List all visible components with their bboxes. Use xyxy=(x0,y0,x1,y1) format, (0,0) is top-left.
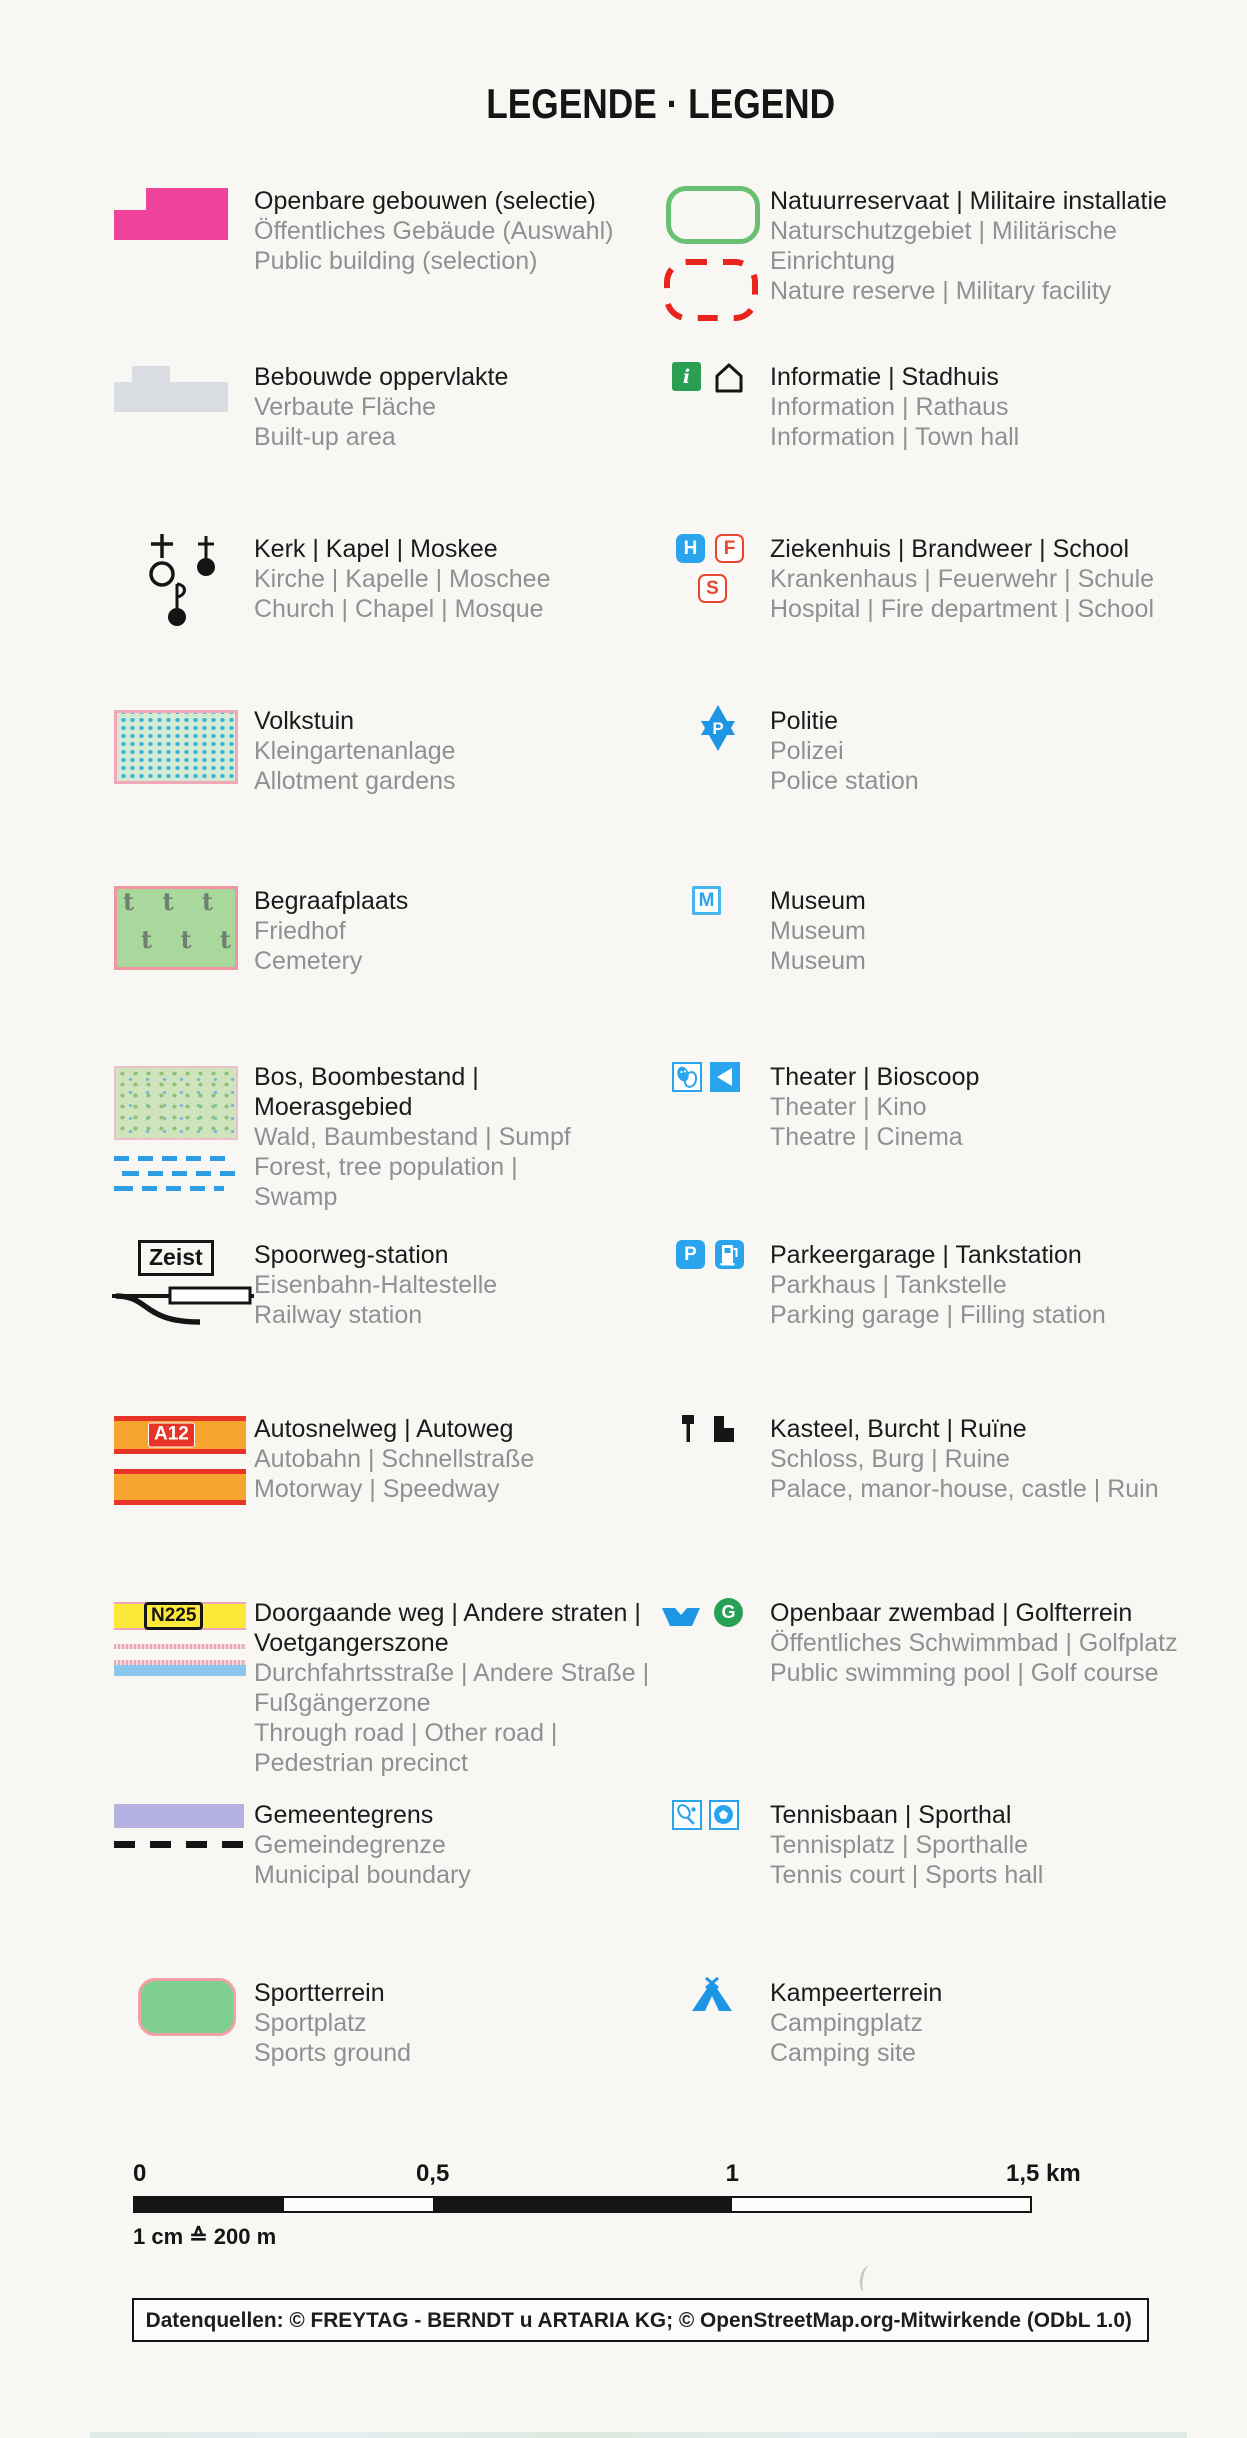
legend-item-municipal-boundary xyxy=(112,1800,657,1890)
sports-ground-icon xyxy=(112,1978,254,2036)
speedway-band-icon xyxy=(114,1469,246,1505)
label-de: Öffentliches Gebäude (Auswahl) xyxy=(254,217,614,245)
school-icon: S xyxy=(698,574,727,603)
legend-item-police xyxy=(660,706,1195,796)
scan-smudge xyxy=(858,2265,875,2293)
label-nl: Sportterrein xyxy=(254,1979,385,2007)
castle-flag-icon xyxy=(678,1414,698,1444)
cemetery-cross-marks: t t t xyxy=(123,887,213,916)
label-de: Schloss, Burg | Ruine xyxy=(770,1445,1010,1473)
cemetery-swatch xyxy=(114,886,238,970)
municipal-boundary-icon xyxy=(112,1800,254,1848)
theatre-cinema-icons xyxy=(660,1062,770,1092)
label-nl: Volkstuin xyxy=(254,707,355,735)
hospital-fire-school-icons xyxy=(660,534,770,603)
label-nl: Openbare gebouwen (selectie) xyxy=(254,187,596,215)
label-en: Theatre | Cinema xyxy=(770,1123,963,1151)
label-en: Motorway | Speedway xyxy=(254,1475,500,1503)
label-en: Cemetery xyxy=(254,947,363,975)
tennis-sportshall-icons xyxy=(660,1800,770,1830)
scale-segment xyxy=(433,2198,731,2211)
legend-item-hospital-fire-school xyxy=(660,534,1195,624)
forest-swamp-icons xyxy=(112,1062,254,1191)
roads-icons xyxy=(112,1598,254,1676)
label-de: Theater | Kino xyxy=(770,1093,927,1121)
legend-item-worship xyxy=(112,534,657,630)
label-de: Naturschutzgebiet | Militärische Einrichtung xyxy=(770,217,1117,275)
road-ref-badge: N225 xyxy=(144,1602,203,1630)
legend-item-public-building xyxy=(112,186,657,276)
label-nl: Theater | Bioscoop xyxy=(770,1063,980,1091)
cinema-icon xyxy=(710,1062,740,1092)
label-en: Forest, tree population | Swamp xyxy=(254,1153,518,1211)
label-de: Durchfahrtsstraße | Andere Straße | Fußgängerzone xyxy=(254,1659,650,1717)
town-hall-icon xyxy=(711,362,747,394)
scale-tick-05: 0,5 xyxy=(415,2160,450,2187)
railway-station-icon xyxy=(112,1240,254,1334)
cemetery-icon xyxy=(112,886,254,970)
scale-segment xyxy=(284,2198,433,2211)
parking-fuel-icons xyxy=(660,1240,770,1269)
label-en: Tennis court | Sports hall xyxy=(770,1861,1044,1889)
fuel-station-icon xyxy=(715,1240,744,1269)
swamp-dashes-icon xyxy=(114,1156,230,1161)
scale-tick-1: 1 xyxy=(725,2160,739,2187)
police-star-icon xyxy=(696,704,740,752)
map-edge-strip xyxy=(90,2432,1187,2438)
label-de: Gemeindegrenze xyxy=(254,1831,446,1859)
label-en: Municipal boundary xyxy=(254,1861,471,1889)
through-road-band-icon xyxy=(114,1602,246,1630)
sports-ground-swatch xyxy=(138,1978,236,2036)
label-en: Public building (selection) xyxy=(254,247,538,275)
swamp-dashes-icon xyxy=(114,1186,224,1191)
label-nl: Kerk | Kapel | Moskee xyxy=(254,535,498,563)
page-title xyxy=(0,80,1247,128)
fire-department-icon: F xyxy=(715,534,744,563)
label-de: Kleingartenanlage xyxy=(254,737,456,765)
legend-item-museum xyxy=(660,886,1195,976)
label-nl: Kasteel, Burcht | Ruïne xyxy=(770,1415,1027,1443)
scale-segment xyxy=(135,2198,284,2211)
nature-military-icons xyxy=(660,186,770,326)
label-nl: Doorgaande weg | Andere straten | Voetgangerszone xyxy=(254,1599,641,1657)
allotment-gardens-icon xyxy=(112,706,254,784)
scale-tick-labels xyxy=(133,2160,1081,2190)
page-title-text: LEGENDE · LEGEND xyxy=(486,80,835,127)
built-up-shape-icon xyxy=(114,366,230,416)
ruin-icon xyxy=(712,1414,736,1444)
scale-tick-15km: 1,5 km xyxy=(1006,2160,1081,2187)
nature-reserve-outline-icon xyxy=(666,186,760,244)
railway-track-icon xyxy=(112,1284,254,1334)
label-de: Friedhof xyxy=(254,917,346,945)
label-de: Autobahn | Schnellstraße xyxy=(254,1445,535,1473)
museum-icons xyxy=(660,886,770,915)
svg-text:P: P xyxy=(712,719,724,738)
swamp-dashes-icon xyxy=(114,1171,236,1176)
legend-item-castle-ruin xyxy=(660,1414,1195,1504)
label-de: Parkhaus | Tankstelle xyxy=(770,1271,1007,1299)
boundary-band-icon xyxy=(114,1804,244,1828)
legend-item-sports-ground xyxy=(112,1978,657,2068)
scale-tick-0: 0 xyxy=(133,2160,147,2187)
label-nl: Gemeentegrens xyxy=(254,1801,434,1829)
scale-bar xyxy=(133,2160,1081,2250)
museum-icon: M xyxy=(692,886,721,915)
label-nl: Bos, Boombestand | Moerasgebied xyxy=(254,1063,479,1121)
information-townhall-icons xyxy=(660,362,770,394)
worship-icons xyxy=(112,534,254,630)
label-nl: Natuurreservaat | Militaire installatie xyxy=(770,187,1167,215)
legend-item-pool-golf xyxy=(660,1598,1195,1688)
data-sources-box xyxy=(132,2298,1149,2342)
label-de: Tennisplatz | Sporthalle xyxy=(770,1831,1029,1859)
label-en: Church | Chapel | Mosque xyxy=(254,595,544,623)
legend-item-theatre-cinema xyxy=(660,1062,1195,1152)
legend-item-forest-swamp xyxy=(112,1062,657,1212)
sports-hall-icon xyxy=(709,1800,739,1830)
theater-masks-icon xyxy=(672,1062,702,1092)
label-en: Museum xyxy=(770,947,866,975)
pool-golf-icons xyxy=(660,1598,770,1630)
label-en: Information | Town hall xyxy=(770,423,1020,451)
label-de: Museum xyxy=(770,917,866,945)
public-building-shape-icon xyxy=(114,188,230,240)
swimming-pool-icon xyxy=(660,1604,702,1630)
label-nl: Openbaar zwembad | Golfterrein xyxy=(770,1599,1133,1627)
label-en: Hospital | Fire department | School xyxy=(770,595,1154,623)
other-road-line-icon xyxy=(114,1644,246,1649)
castle-ruin-icons xyxy=(660,1414,770,1444)
label-en: Camping site xyxy=(770,2039,916,2067)
information-icon: i xyxy=(672,362,701,391)
legend-item-information-townhall xyxy=(660,362,1195,452)
legend-item-allotment-gardens xyxy=(112,706,657,796)
scale-bar-segments xyxy=(133,2196,1032,2213)
motorway-icon xyxy=(112,1414,254,1505)
allotment-pattern-swatch xyxy=(114,710,238,784)
legend-item-nature-reserve xyxy=(660,186,1195,326)
legend-item-built-up-area xyxy=(112,362,657,452)
legend-item-railway-station xyxy=(112,1240,657,1334)
mosque-icon xyxy=(164,582,192,628)
tennis-court-icon xyxy=(672,1800,702,1830)
public-building-icon xyxy=(112,186,254,240)
scale-ratio-note: 1 cm ≙ 200 m xyxy=(133,2224,277,2249)
label-en: Allotment gardens xyxy=(254,767,456,795)
legend-item-tennis-sportshall xyxy=(660,1800,1195,1890)
label-de: Polizei xyxy=(770,737,844,765)
boundary-dash-icon xyxy=(114,1841,246,1848)
label-de: Öffentliches Schwimmbad | Golfplatz xyxy=(770,1629,1178,1657)
label-nl: Politie xyxy=(770,707,839,735)
label-nl: Museum xyxy=(770,887,866,915)
camping-icons xyxy=(660,1978,770,2014)
chapel-icon xyxy=(194,536,218,586)
label-nl: Begraafplaats xyxy=(254,887,409,915)
legend-item-camping xyxy=(660,1978,1195,2068)
label-en: Palace, manor-house, castle | Ruin xyxy=(770,1475,1159,1503)
label-en: Public swimming pool | Golf course xyxy=(770,1659,1159,1687)
legend-item-roads xyxy=(112,1598,657,1778)
legend-item-motorway xyxy=(112,1414,657,1505)
label-de: Wald, Baumbestand | Sumpf xyxy=(254,1123,571,1151)
label-en: Nature reserve | Military facility xyxy=(770,277,1112,305)
parking-garage-icon: P xyxy=(676,1240,705,1269)
label-nl: Tennisbaan | Sporthal xyxy=(770,1801,1012,1829)
label-nl: Spoorweg-station xyxy=(254,1241,449,1269)
pedestrian-zone-band-icon xyxy=(114,1665,246,1676)
label-nl: Parkeergarage | Tankstation xyxy=(770,1241,1082,1269)
built-up-area-icon xyxy=(112,362,254,416)
label-nl: Informatie | Stadhuis xyxy=(770,363,999,391)
scale-segment xyxy=(732,2198,1030,2211)
label-de: Verbaute Fläche xyxy=(254,393,437,421)
golf-course-icon: G xyxy=(714,1598,743,1627)
police-icons xyxy=(660,706,770,752)
data-sources-text: Datenquellen: © FREYTAG - BERNDT u ARTARIA KG; © OpenStreetMap.org-Mitwirkende (ODbL 1.0) xyxy=(145,2307,1132,2332)
label-de: Krankenhaus | Feuerwehr | Schule xyxy=(770,565,1155,593)
label-nl: Ziekenhuis | Brandweer | School xyxy=(770,535,1130,563)
label-en: Sports ground xyxy=(254,2039,412,2067)
label-de: Campingplatz xyxy=(770,2009,923,2037)
label-nl: Kampeerterrein xyxy=(770,1979,943,2007)
label-en: Built-up area xyxy=(254,423,396,451)
legend-item-parking-fuel xyxy=(660,1240,1195,1330)
label-nl: Bebouwde oppervlakte xyxy=(254,363,509,391)
label-de: Sportplatz xyxy=(254,2009,367,2037)
label-de: Eisenbahn-Haltestelle xyxy=(254,1271,498,1299)
motorway-band-icon xyxy=(114,1416,246,1454)
station-name-box: Zeist xyxy=(138,1240,214,1276)
cemetery-cross-marks: t t t xyxy=(141,925,231,954)
motorway-ref-badge: A12 xyxy=(148,1423,195,1448)
legend-item-cemetery xyxy=(112,886,657,976)
label-de: Information | Rathaus xyxy=(770,393,1009,421)
label-nl: Autosnelweg | Autoweg xyxy=(254,1415,514,1443)
label-en: Police station xyxy=(770,767,919,795)
forest-swatch xyxy=(114,1066,238,1140)
label-en: Through road | Other road | Pedestrian precinct xyxy=(254,1719,558,1777)
military-dashed-outline-icon xyxy=(662,256,762,326)
label-en: Parking garage | Filling station xyxy=(770,1301,1106,1329)
label-de: Kirche | Kapelle | Moschee xyxy=(254,565,551,593)
camping-tent-icon xyxy=(690,1976,736,2014)
hospital-icon: H xyxy=(676,534,705,563)
label-en: Railway station xyxy=(254,1301,423,1329)
